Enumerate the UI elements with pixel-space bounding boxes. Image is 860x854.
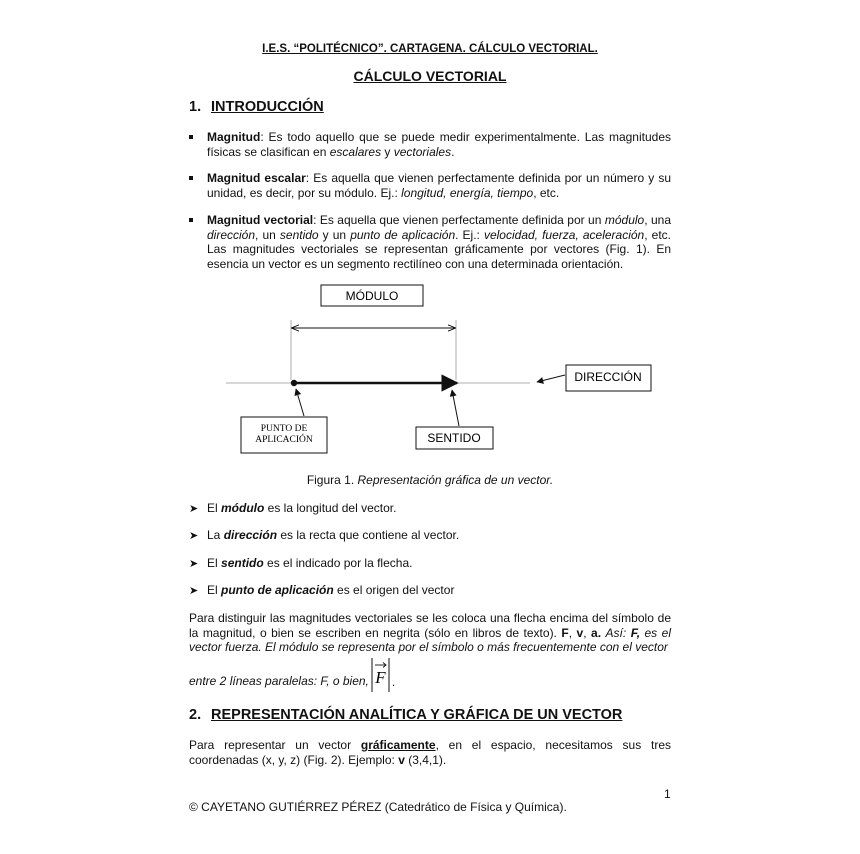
text-run: , etc. bbox=[533, 185, 560, 200]
text-run: : Es aquella que vienen perfectamente definida por un bbox=[313, 213, 605, 227]
arrow-term: punto de aplicación bbox=[221, 583, 334, 597]
section-number: 1. bbox=[189, 99, 202, 115]
paragraph-notation-cont bbox=[189, 656, 395, 694]
italic-run: dirección bbox=[207, 227, 256, 242]
bullet-text bbox=[207, 171, 671, 200]
vector-modulus-formula bbox=[370, 656, 392, 694]
section-1-heading bbox=[189, 100, 324, 115]
italic-run: sentido bbox=[279, 227, 319, 242]
text-run: : Es todo aquello que se puede medir experimentalmente. Las magnitudes físicas se clasifican en bbox=[207, 130, 671, 159]
bold-run: v bbox=[398, 752, 405, 767]
document-title: CÁLCULO VECTORIAL bbox=[353, 68, 507, 84]
italic-run: módulo bbox=[604, 213, 645, 227]
bullet-magnitud-escalar bbox=[189, 171, 671, 200]
bullet-text bbox=[207, 130, 671, 159]
italic-run: entre 2 líneas paralelas: F, o bien, bbox=[189, 673, 369, 688]
bold-run: a. bbox=[591, 625, 602, 640]
section-title: REPRESENTACIÓN ANALÍTICA Y GRÁFICA DE UN VECTOR bbox=[211, 707, 623, 723]
section-title: INTRODUCCIÓN bbox=[211, 99, 324, 115]
punto-label-line1: PUNTO DE bbox=[260, 424, 308, 434]
arrow-bullet-icon: ➤ bbox=[189, 503, 199, 515]
bold-run: F bbox=[561, 625, 569, 640]
paragraph-graphical bbox=[189, 738, 671, 767]
italic-run: Así: bbox=[605, 625, 631, 640]
sentido-pointer bbox=[452, 390, 459, 426]
sentido-label: SENTIDO bbox=[427, 431, 481, 445]
text-run: es el indicado por la flecha. bbox=[263, 556, 413, 570]
text-run: . bbox=[391, 674, 396, 689]
text-run: La bbox=[207, 528, 224, 542]
italic-run: velocidad, fuerza, aceleración bbox=[483, 227, 645, 242]
square-bullet-icon bbox=[189, 218, 193, 222]
text-run: , un bbox=[255, 227, 280, 242]
bullet-text bbox=[207, 213, 671, 271]
bullet-term: Magnitud bbox=[207, 130, 261, 144]
text-run: : Es aquella que vienen perfectamente definida por un número y su unidad, es decir, por su módulo. Ej.: bbox=[207, 171, 671, 200]
arrow-item-sentido bbox=[189, 556, 412, 572]
figure-caption bbox=[0, 473, 860, 488]
italic-run: escalares bbox=[329, 144, 382, 159]
text-run: El bbox=[207, 556, 222, 570]
caption-prefix: Figura 1. bbox=[306, 473, 358, 487]
text-run: , en el espacio, necesitamos sus tres coordenadas (x, y, z) (Fig. 2). Ejemplo: bbox=[189, 738, 671, 767]
punto-label-line2: APLICACIÓN bbox=[255, 435, 313, 445]
text-run: es la recta que contiene al vector. bbox=[277, 528, 460, 542]
bold-underline-run: gráficamente bbox=[360, 738, 436, 752]
bold-run: v bbox=[576, 625, 584, 640]
arrow-item-direccion bbox=[189, 528, 459, 544]
arrow-term: sentido bbox=[221, 556, 264, 570]
square-bullet-icon bbox=[189, 176, 193, 180]
section-number: 2. bbox=[189, 707, 202, 723]
page-footer: © CAYETANO GUTIÉRREZ PÉREZ (Catedrático de Física y Química). bbox=[189, 800, 567, 814]
bullet-term: Magnitud vectorial bbox=[207, 213, 314, 227]
bullet-term: Magnitud escalar bbox=[207, 171, 306, 185]
italic-run: punto de aplicación bbox=[350, 227, 456, 242]
italic-run: vectoriales bbox=[393, 144, 452, 159]
bullet-magnitud bbox=[189, 130, 671, 159]
text-run: , una bbox=[644, 213, 671, 227]
arrow-term: dirección bbox=[223, 528, 278, 542]
punto-pointer bbox=[296, 389, 304, 416]
text-run: es la longitud del vector. bbox=[264, 501, 397, 515]
square-bullet-icon bbox=[189, 135, 193, 139]
text-run: . Ej.: bbox=[455, 227, 484, 242]
text-run: , etc. Las magnitudes vectoriales se representan gráficamente por vectores (Fig. 1). En esencia un vector es un segmento rectilíneo con una determinada orientación. bbox=[207, 227, 671, 271]
arrow-item-punto bbox=[189, 583, 454, 599]
text-run: (3,4,1). bbox=[404, 752, 447, 767]
direccion-label: DIRECCIÓN bbox=[574, 370, 642, 384]
section-2-heading bbox=[189, 708, 622, 723]
formula-symbol: F bbox=[375, 668, 386, 687]
direccion-pointer bbox=[537, 375, 565, 382]
italic-run: longitud, energía, tiempo bbox=[401, 185, 534, 200]
arrow-bullet-icon: ➤ bbox=[189, 558, 199, 570]
text-run: y bbox=[381, 144, 394, 159]
arrow-bullet-icon: ➤ bbox=[189, 585, 199, 597]
text-run: es el origen del vector bbox=[333, 583, 455, 597]
arrow-term: módulo bbox=[221, 501, 265, 515]
italic-run: es el vector fuerza. El módulo se representa por el símbolo o más frecuentemente con el vector bbox=[189, 625, 671, 654]
paragraph-notation bbox=[189, 611, 671, 655]
bullet-magnitud-vectorial bbox=[189, 213, 671, 271]
vector-diagram bbox=[0, 280, 860, 460]
origin-point bbox=[291, 380, 297, 386]
arrow-bullet-icon: ➤ bbox=[189, 530, 199, 542]
text-run: y un bbox=[318, 227, 351, 242]
arrow-item-modulo bbox=[189, 501, 396, 517]
bold-italic-run: F, bbox=[630, 625, 641, 640]
text-run: Para representar un vector bbox=[189, 738, 361, 752]
text-run: Para distinguir las magnitudes vectoriales se les coloca una flecha encima del símbolo de la magnitud, o bien se escriben en negrita (sólo en libros de texto). bbox=[189, 611, 671, 640]
text-run: . bbox=[451, 144, 455, 159]
text-run: , bbox=[583, 625, 592, 640]
page-number: 1 bbox=[664, 787, 671, 801]
text-run: El bbox=[207, 583, 222, 597]
text-run: El bbox=[207, 501, 222, 515]
running-header: I.E.S. “POLITÉCNICO”. CARTAGENA. CÁLCULO VECTORIAL. bbox=[262, 43, 598, 55]
modulo-label: MÓDULO bbox=[345, 289, 399, 303]
caption-text: Representación gráfica de un vector. bbox=[357, 473, 554, 487]
text-run: , bbox=[568, 625, 577, 640]
